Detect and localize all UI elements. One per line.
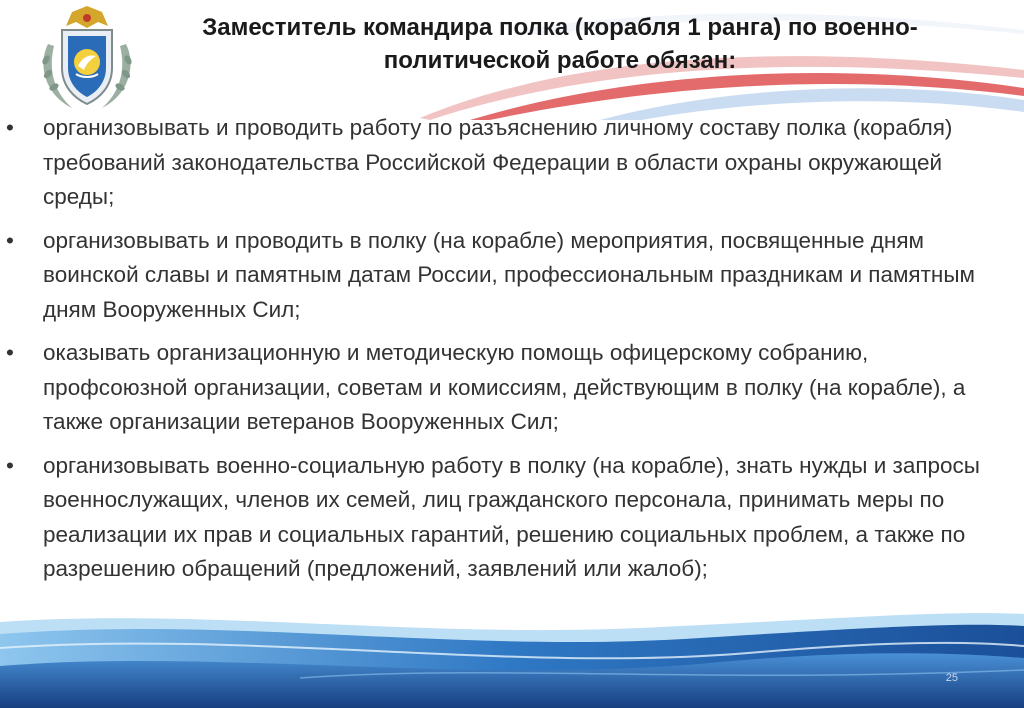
bullet-text: оказывать организационную и методическую помощь офицерскому собранию, профсоюзной организации, советам и комиссиям, действующим в полку (на корабле), а также организации ветеранов Вооруженных Сил; bbox=[43, 340, 966, 434]
bullet-icon: • bbox=[6, 452, 14, 478]
military-university-emblem-icon bbox=[32, 4, 142, 114]
bullet-item-4 bbox=[6, 449, 1006, 587]
bullet-icon: • bbox=[6, 227, 14, 253]
bullet-text: организовывать и проводить в полку (на корабле) мероприятия, посвященные дням воинской славы и памятным датам России, профессиональным праздникам и памятным дням Вооруженных Сил; bbox=[43, 227, 975, 322]
bullet-text: организовывать военно-социальную работу в полку (на корабле), знать нужды и запросы военнослужащих, членов их семей, лиц гражданского персонала, принимать меры по реализации их прав и социальных гарантий, решению социальных проблем, а также по разрешению обращений (предложений, заявлений или жалоб); bbox=[43, 452, 980, 581]
bullet-item-3 bbox=[6, 336, 1006, 440]
slide-title: Заместитель командира полка (корабля 1 ранга) по военно-политической работе обязан: bbox=[202, 14, 918, 74]
bullet-item-2 bbox=[6, 224, 1006, 328]
bottom-wave-decoration bbox=[0, 608, 1024, 708]
bullet-text: организовывать и проводить работу по разъяснению личному составу полка (корабля) требований законодательства Российской Федерации в области охраны окружающей среды; bbox=[43, 115, 953, 209]
bullet-icon: • bbox=[6, 115, 14, 140]
bullet-icon: • bbox=[6, 340, 14, 365]
bullet-item-1 bbox=[6, 111, 1006, 215]
page-number: 25 bbox=[945, 672, 958, 684]
bullet-list bbox=[6, 111, 1006, 596]
